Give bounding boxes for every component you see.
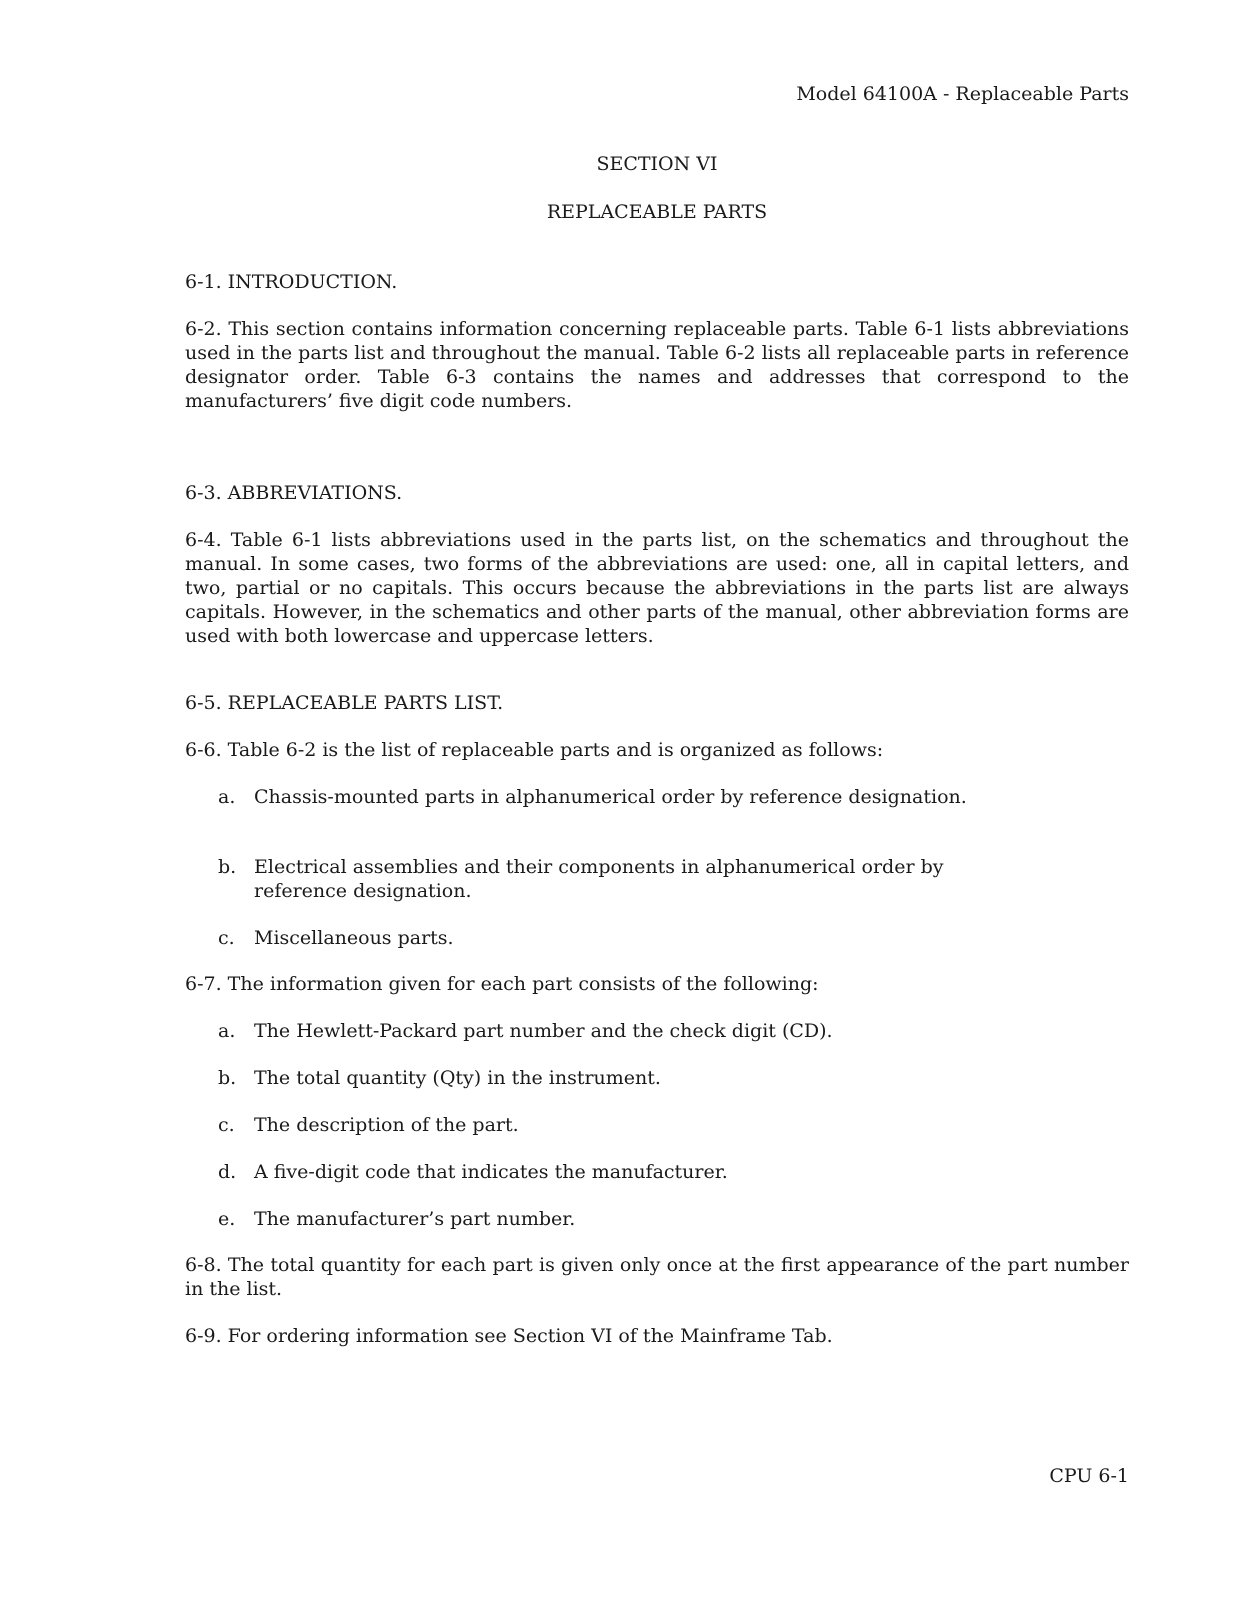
abbreviations-heading: 6-3. ABBREVIATIONS. (185, 482, 403, 504)
list-item-letter: e. (218, 1208, 236, 1230)
paragraph-6-7: 6-7. The information given for each part consists of the following: (185, 973, 819, 995)
list-item-letter: a. (218, 1020, 236, 1042)
list-item-letter: c. (218, 927, 235, 949)
parts-list-heading: 6-5. REPLACEABLE PARTS LIST. (185, 692, 504, 714)
section-number: SECTION VI (596, 153, 718, 175)
list-item-text: Chassis-mounted parts in alphanumerical order by reference designation. (254, 786, 967, 808)
list-item (218, 1207, 1008, 1231)
list-item (218, 1066, 1008, 1090)
list-item (218, 1113, 1008, 1137)
list-item-text: The Hewlett-Packard part number and the check digit (CD). (254, 1020, 833, 1042)
paragraph-6-6: 6-6. Table 6-2 is the list of replaceable parts and is organized as follows: (185, 739, 884, 761)
list-item-text: Miscellaneous parts. (254, 927, 454, 949)
paragraph-6-8: 6-8. The total quantity for each part is given only once at the first appearance of the part number in the list. (185, 1254, 1129, 1300)
list-item-text: Electrical assemblies and their components in alphanumerical order by reference designation. (254, 856, 944, 902)
list-item-letter: a. (218, 786, 236, 808)
running-head: Model 64100A - Replaceable Parts (796, 83, 1129, 105)
list-item-letter: c. (218, 1114, 235, 1136)
list-item-letter: b. (218, 856, 237, 878)
list-item-text: The total quantity (Qty) in the instrument. (254, 1067, 661, 1089)
page-number: CPU 6-1 (1049, 1465, 1129, 1487)
list-item-letter: b. (218, 1067, 237, 1089)
paragraph-6-9: 6-9. For ordering information see Section VI of the Mainframe Tab. (185, 1325, 833, 1347)
paragraph-6-2: 6-2. This section contains information concerning replaceable parts. Table 6-1 lists abbreviations used in the parts list and throughout the manual. Table 6-2 lists all replaceable parts in reference designator order. Table 6-3 contains the names and addresses that correspond to the manufacturers’ five digit code numbers. (185, 318, 1129, 412)
list-item-text: The description of the part. (254, 1114, 519, 1136)
list-item-letter: d. (218, 1161, 237, 1183)
list-item (218, 1160, 1008, 1184)
paragraph-6-4: 6-4. Table 6-1 lists abbreviations used in the parts list, on the schematics and throughout the manual. In some cases, two forms of the abbreviations are used: one, all in capital letters, and two, partial or no capitals. This occurs because the abbreviations in the parts list are always capitals. However, in the schematics and other parts of the manual, other abbreviation forms are used with both lowercase and uppercase letters. (185, 529, 1129, 647)
list-item-text: A five-digit code that indicates the manufacturer. (254, 1161, 728, 1183)
list-item (218, 926, 1008, 950)
list-item-text: The manufacturer’s part number. (254, 1208, 576, 1230)
list-item (218, 1019, 1008, 1043)
list-item (218, 785, 1008, 809)
section-title: REPLACEABLE PARTS (546, 201, 768, 223)
intro-heading: 6-1. INTRODUCTION. (185, 271, 398, 293)
list-item (218, 855, 1008, 903)
